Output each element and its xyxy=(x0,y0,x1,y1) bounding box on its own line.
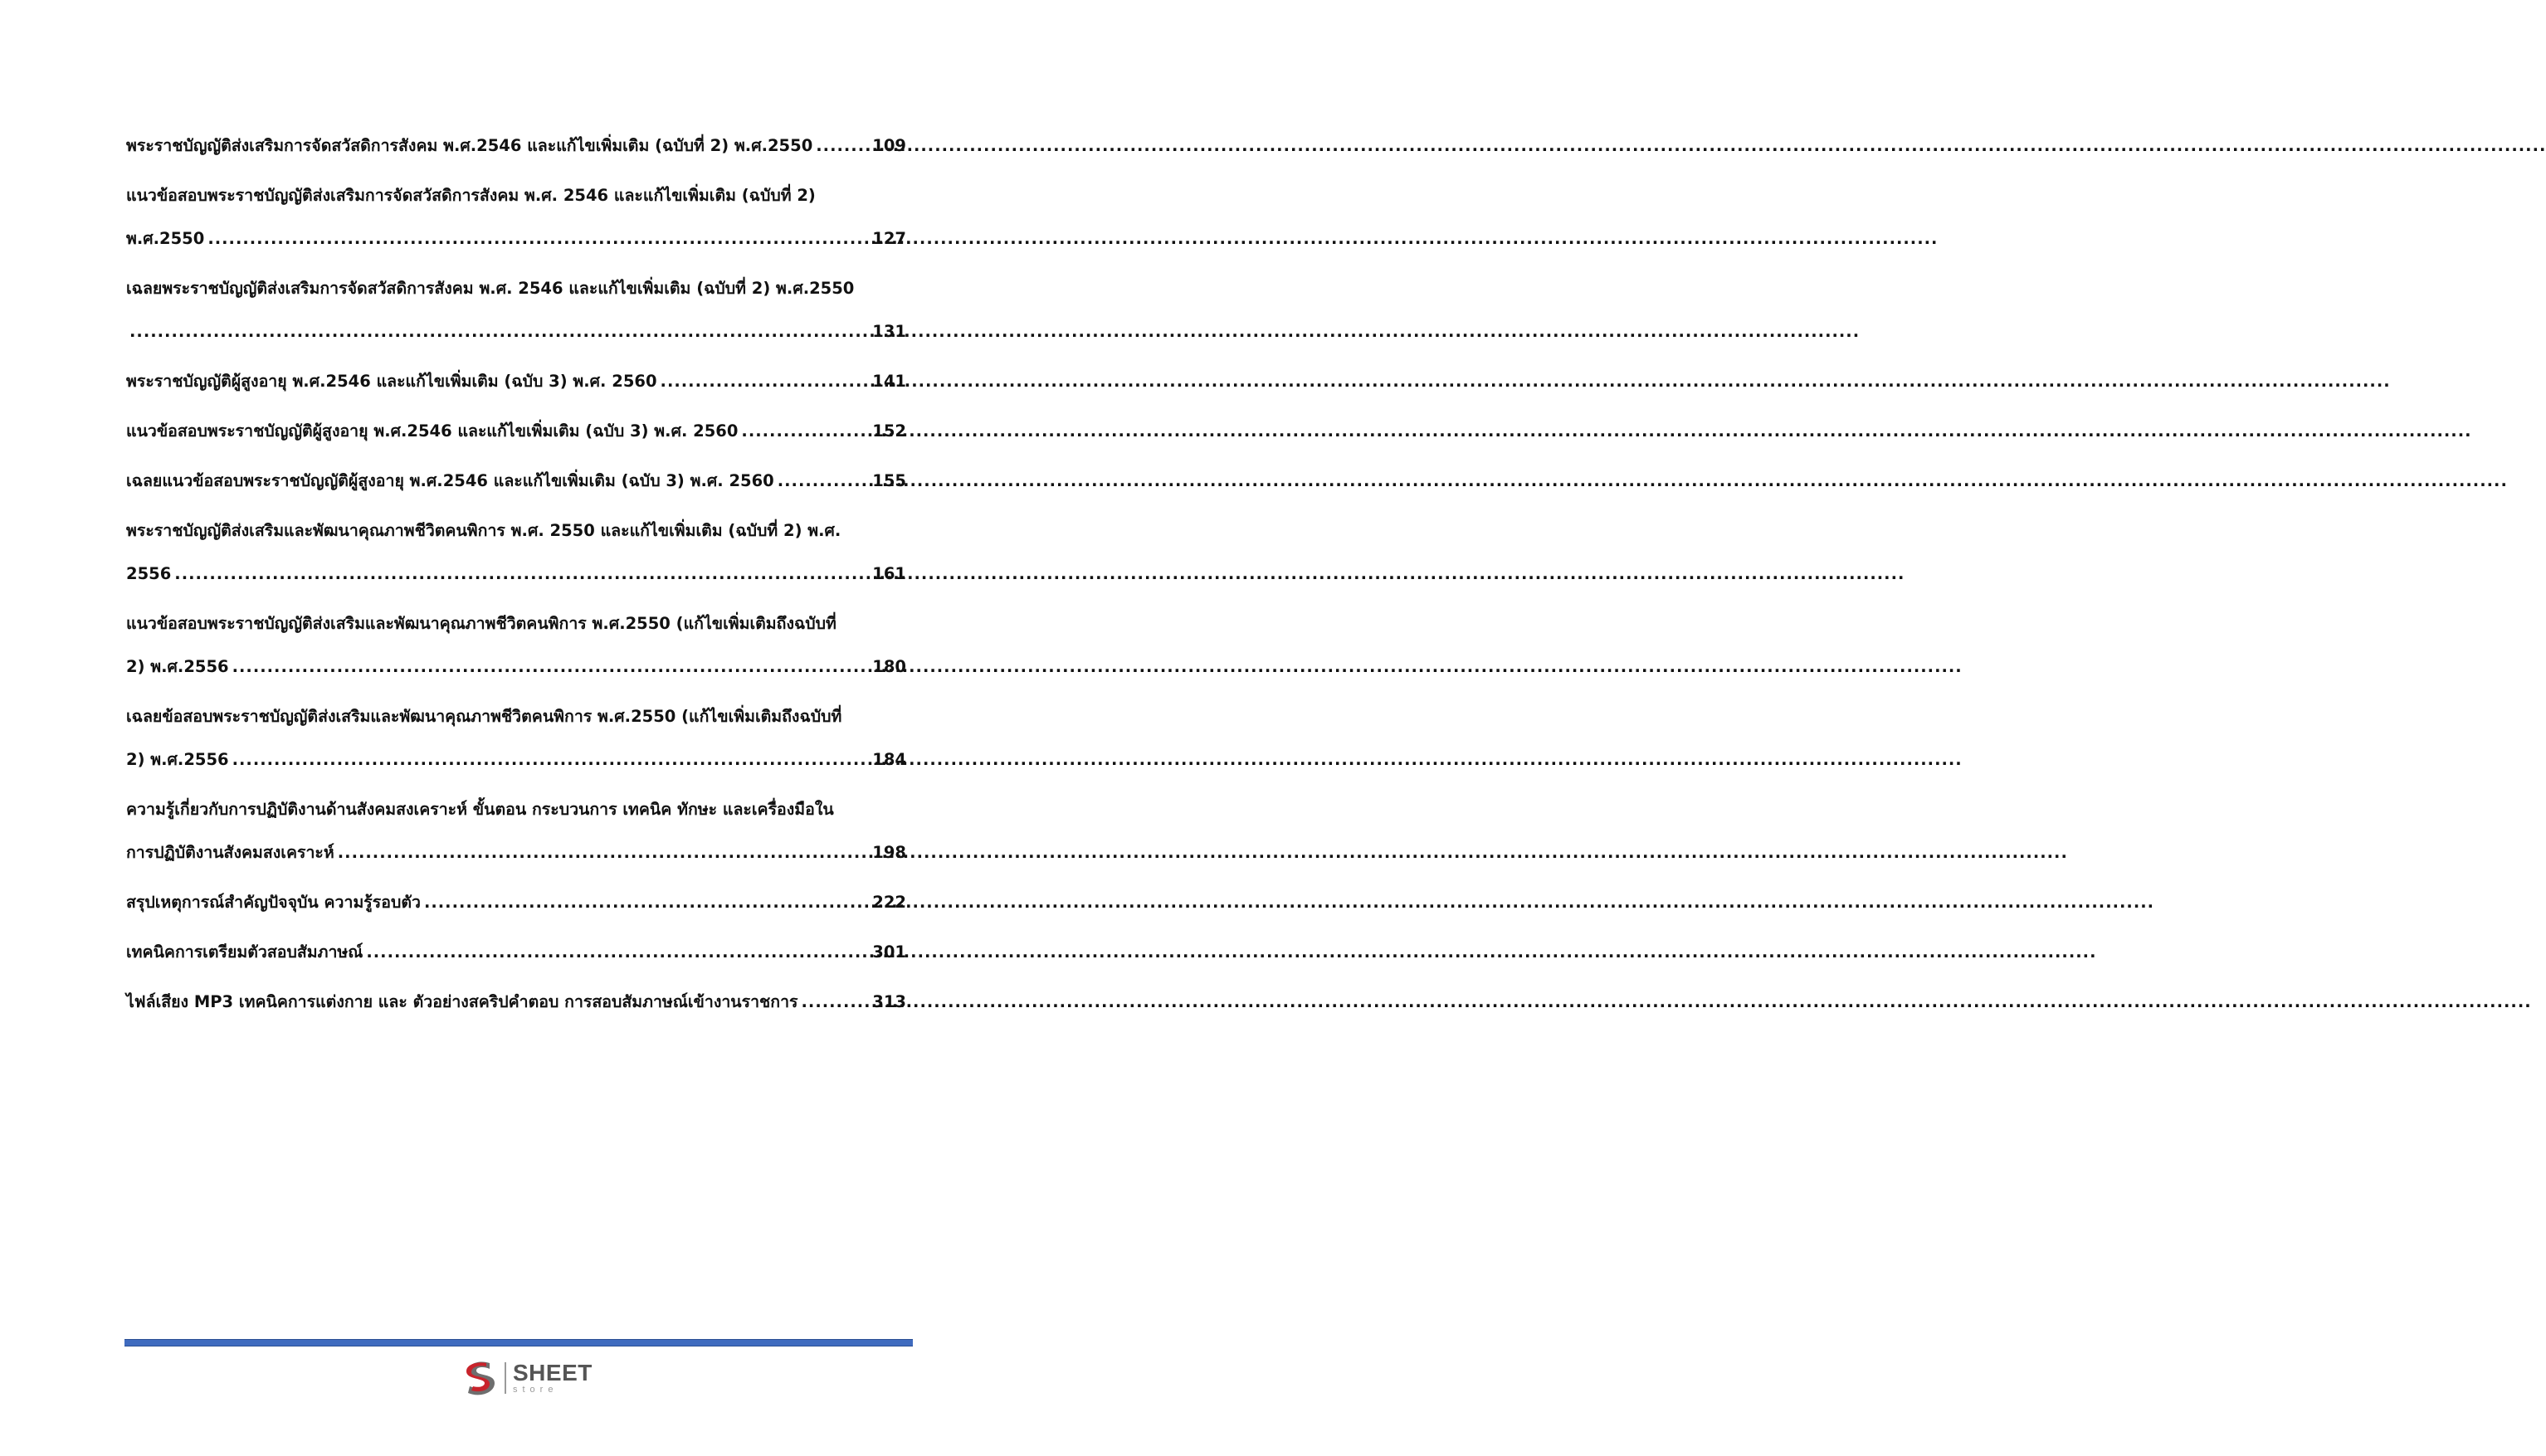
toc-page-number: 127 xyxy=(872,229,906,248)
toc-entry[interactable] xyxy=(126,267,906,353)
toc-entry[interactable] xyxy=(126,602,906,689)
toc-page-number: 301 xyxy=(872,942,906,962)
toc-entry-line xyxy=(126,931,906,974)
toc-page-number: 184 xyxy=(872,750,906,769)
toc-leader-dots xyxy=(207,217,869,261)
toc-leader-dots xyxy=(424,881,869,924)
table-of-contents xyxy=(126,124,906,1030)
toc-page-number: 313 xyxy=(872,992,906,1011)
toc-entry[interactable] xyxy=(126,360,906,403)
toc-entry-line xyxy=(126,645,906,689)
toc-entry-line xyxy=(126,831,906,874)
toc-entry-title: เฉลยพระราชบัญญัติส่งเสริมการจัดสวัสดิการสังคม พ.ศ. 2546 และแก้ไขเพิ่มเติม (ฉบับที่ 2) พ.ศ.2550 xyxy=(126,279,855,298)
toc-entry[interactable] xyxy=(126,788,906,874)
toc-entry-title-continued: พ.ศ.2550 xyxy=(126,229,205,248)
toc-entry-title: สรุปเหตุการณ์สำคัญปัจจุบัน ความรู้รอบตัว xyxy=(126,893,421,912)
toc-entry-title-continued: การปฏิบัติงานสังคมสงเคราะห์ xyxy=(126,843,334,862)
toc-page-number: 131 xyxy=(872,322,906,341)
toc-entry-title-continued: 2) พ.ศ.2556 xyxy=(126,657,229,676)
toc-entry-title: แนวข้อสอบพระราชบัญญัติส่งเสริมการจัดสวัสดิการสังคม พ.ศ. 2546 และแก้ไขเพิ่มเติม (ฉบับที่ 2) xyxy=(126,186,816,205)
toc-entry[interactable] xyxy=(126,881,906,924)
toc-page-number: 198 xyxy=(872,843,906,862)
toc-leader-dots xyxy=(174,553,869,596)
toc-entry[interactable] xyxy=(126,509,906,596)
toc-leader-dots xyxy=(816,124,869,168)
toc-leader-dots xyxy=(778,460,870,503)
sheet-store-logo xyxy=(461,1357,593,1399)
toc-entry-title: พระราชบัญญัติส่งเสริมและพัฒนาคุณภาพชีวิตคนพิการ พ.ศ. 2550 และแก้ไขเพิ่มเติม (ฉบับที่ 2) พ.ศ. xyxy=(126,521,841,540)
logo-word: SHEET xyxy=(513,1360,593,1385)
toc-entry[interactable] xyxy=(126,174,906,261)
toc-entry-line xyxy=(126,738,906,782)
toc-page-number: 222 xyxy=(872,893,906,912)
toc-entry-title: แนวข้อสอบพระราชบัญญัติส่งเสริมและพัฒนาคุณภาพชีวิตคนพิการ พ.ศ.2550 (แก้ไขเพิ่มเติมถึงฉบับที่ xyxy=(126,614,836,633)
toc-leader-dots xyxy=(232,738,870,782)
toc-entry[interactable] xyxy=(126,981,906,1024)
toc-leader-dots xyxy=(741,410,869,453)
logo-subword: store xyxy=(513,1385,558,1395)
logo-text xyxy=(513,1361,593,1395)
toc-entry-title-continued: 2) พ.ศ.2556 xyxy=(126,750,229,769)
toc-leader-dots xyxy=(802,981,870,1024)
toc-entry-line xyxy=(126,460,906,503)
toc-entry-line xyxy=(126,124,906,168)
toc-entry-title: แนวข้อสอบพระราชบัญญัติผู้สูงอายุ พ.ศ.2546 และแก้ไขเพิ่มเติม (ฉบับ 3) พ.ศ. 2560 xyxy=(126,421,739,441)
toc-entry[interactable] xyxy=(126,124,906,168)
toc-entry-title: เทคนิคการเตรียมตัวสอบสัมภาษณ์ xyxy=(126,942,363,962)
toc-entry-line xyxy=(126,981,906,1024)
toc-page-number: 152 xyxy=(872,421,906,441)
toc-entry-title-continued: 2556 xyxy=(126,564,172,583)
logo-separator xyxy=(505,1362,506,1394)
toc-entry[interactable] xyxy=(126,460,906,503)
toc-entry-line xyxy=(126,553,906,596)
sheet-store-s-logo-icon xyxy=(461,1358,498,1398)
toc-entry[interactable] xyxy=(126,410,906,453)
toc-page-number: 161 xyxy=(872,564,906,583)
toc-entry-line xyxy=(126,410,906,453)
toc-entry-title: เฉลยแนวข้อสอบพระราชบัญญัติผู้สูงอายุ พ.ศ.2546 และแก้ไขเพิ่มเติม (ฉบับ 3) พ.ศ. 2560 xyxy=(126,471,774,490)
toc-entry-line xyxy=(126,360,906,403)
toc-entry-title: ไฟล์เสียง MP3 เทคนิคการแต่งกาย และ ตัวอย่างสคริปคำตอบ การสอบสัมภาษณ์เข้างานราชการ xyxy=(126,992,798,1011)
toc-leader-dots xyxy=(366,931,869,974)
toc-page-number: 141 xyxy=(872,372,906,391)
toc-entry[interactable] xyxy=(126,695,906,782)
toc-leader-dots xyxy=(338,831,870,874)
toc-entry-line xyxy=(126,881,906,924)
toc-entry-title: ความรู้เกี่ยวกับการปฏิบัติงานด้านสังคมสงเคราะห์ ขั้นตอน กระบวนการ เทคนิค ทักษะ และเครื่องมือใน xyxy=(126,800,834,819)
toc-entry-line xyxy=(126,310,906,353)
toc-leader-dots xyxy=(129,310,869,353)
toc-entry[interactable] xyxy=(126,931,906,974)
toc-entry-title: เฉลยข้อสอบพระราชบัญญัติส่งเสริมและพัฒนาคุณภาพชีวิตคนพิการ พ.ศ.2550 (แก้ไขเพิ่มเติมถึงฉบับที่ xyxy=(126,707,842,726)
toc-entry-title: พระราชบัญญัติส่งเสริมการจัดสวัสดิการสังคม พ.ศ.2546 และแก้ไขเพิ่มเติม (ฉบับที่ 2) พ.ศ.2550 xyxy=(126,136,813,155)
toc-page-number: 109 xyxy=(872,136,906,155)
toc-leader-dots xyxy=(661,360,870,403)
toc-leader-dots xyxy=(232,645,870,689)
toc-page-number: 180 xyxy=(872,657,906,676)
footer-divider xyxy=(124,1339,913,1346)
toc-page-number: 155 xyxy=(872,471,906,490)
toc-entry-line xyxy=(126,217,906,261)
toc-entry-title: พระราชบัญญัติผู้สูงอายุ พ.ศ.2546 และแก้ไขเพิ่มเติม (ฉบับ 3) พ.ศ. 2560 xyxy=(126,372,657,391)
